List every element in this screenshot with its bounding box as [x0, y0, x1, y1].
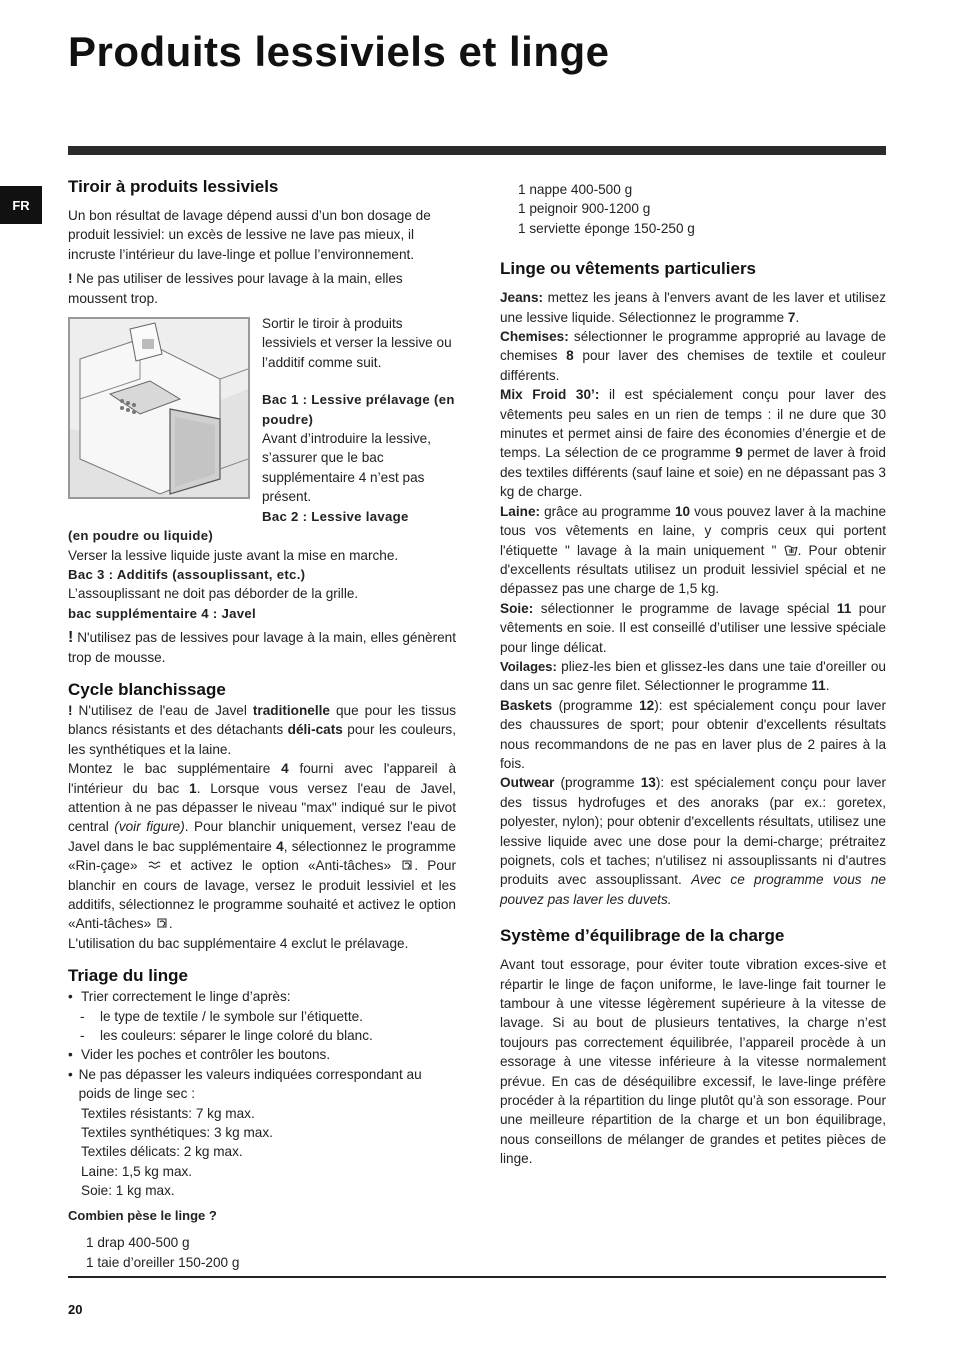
outwear-para: Outwear (programme 13): est spécialement conçu pour laver des tissus hydrofuges et des anoraks (par ex.: goretex, polyester, nylon); pour obtenir d'excellents résultats, utilisez une lessive liquide avec une dose pour la demi-charge; prétraitez poignets, cols et taches; n'utilisez ni assouplissants ni d'autres produits avec assouplissant. Avec ce programme vous ne pouvez pas laver les duvets.	[500, 775, 886, 907]
laine-para: Laine: grâce au programme 10 vous pouvez laver à la machine tous vos vêtements en laine, y compris ceux qui portent l'étiquette " lavage à la main uniquement " . Pour obtenir d'excellents résultats utilisez un produit lessiviel spécial et ne dépassez pas une charge de 1,5 kg.	[500, 503, 887, 597]
item-weight: 1 drap 400-500 g	[86, 1235, 190, 1251]
voilages-para: Voilages: pliez-les bien et glissez-les dans une taie d'oreiller ou dans un sac genre filet. Sélectionner le programme 11.	[500, 658, 886, 694]
list-item: • Trier correctement le linge d’après:	[68, 989, 291, 1005]
bac3-label: Bac 3 : Additifs (assouplissant, etc.)	[68, 566, 306, 582]
bac4-label: bac supplémentaire 4 : Javel	[68, 605, 256, 621]
bac1-label: Bac 1 : Lessive prélavage (en poudre)	[262, 392, 455, 427]
tiroir-warning-1: ! Ne pas utiliser de lessives pour lavage à la main, elles moussent trop.	[68, 271, 403, 306]
item-weights-right	[500, 180, 886, 238]
blanchissage-p1: ! N'utilisez de l'eau de Javel traditionelle que pour les tissus blancs résistants et des détachants déli-cats pour les couleurs, les synthétiques et la laine.	[68, 702, 457, 757]
list-item: • Vider les poches et contrôler les boutons.	[68, 1047, 331, 1063]
particuliers-heading: Linge ou vêtements particuliers	[500, 259, 757, 279]
mix-froid-para: Mix Froid 30’: il est spécialement conçu pour laver des vêtements peu sales en un rien de temps : il ne dure que 30 minutes et permet ainsi de faire des économies d’énergie et de temps. La sélection de ce programme 9 permet de laver à froid des textiles différents (sauf laine et soie) en ne dépassant pas 3 kg de charge.	[500, 387, 886, 500]
equilibrage-text: Avant tout essorage, pour éviter toute vibration exces-sive et répartir le linge de façon uniforme, le lave-linge fait tourner le tambour à une vitesse légèrement supérieure à la vitesse de lavage. Si au bout de plusieurs tentatives, la charge n’est toujours pas correctement équilibrée, l’appareil procède à un essorage à une vitesse inférieure à la vitesse normalement prévue. En cas de déséquilibre excessif, le lave-linge préfère procéder à la répartition du linge plutôt qu’à son essorage. Pour une meilleure répartition de la charge et un bon équilibrage, nous conseillons de mélanger de grandes et petites pièces de linge.	[500, 957, 886, 1167]
weight-limit: Laine: 1,5 kg max.	[81, 1163, 193, 1179]
blanchissage-p3: L'utilisation du bac supplémentaire 4 exclut le prélavage.	[68, 935, 409, 951]
blanchissage-heading: Cycle blanchissage	[68, 679, 226, 699]
weight-limit: Textiles synthétiques: 3 kg max.	[81, 1125, 273, 1141]
anti-stain-icon	[400, 858, 414, 872]
drawer-intro: Sortir le tiroir à produits lessiviels et verser la lessive ou l’additif comme suit.	[262, 316, 452, 370]
right-column	[500, 180, 886, 1169]
bac3-text: L’assouplissant ne doit pas déborder de la grille.	[68, 586, 359, 602]
left-column	[68, 176, 456, 1272]
item-weights-left	[68, 1233, 456, 1272]
weight-limit: Soie: 1 kg max.	[81, 1183, 175, 1199]
list-item: - le type de textile / le symbole sur l’étiquette.	[80, 1008, 363, 1024]
bac2-label: Bac 2 : Lessive lavage	[262, 508, 409, 524]
warning-mark: !	[68, 271, 73, 287]
equilibrage-heading: Système d’équilibrage de la charge	[500, 926, 785, 946]
page-title: Produits lessiviels et linge	[68, 28, 610, 75]
item-weight: 1 nappe 400-500 g	[518, 182, 633, 197]
tiroir-intro: Un bon résultat de lavage dépend aussi d’un bon dosage de produit lessiviel: un excès de lessive ne lave pas mieux, il incruste l’intérieur du lave-linge et pollue l’environnement.	[68, 208, 431, 262]
tiroir-warning-2: ! N'utilisez pas de lessives pour lavage à la main, elles génèrent trop de mousse.	[68, 629, 456, 665]
bac2-text: Verser la lessive liquide juste avant la mise en marche.	[68, 547, 399, 563]
page-number: 20	[68, 1302, 83, 1317]
header-rule	[68, 146, 886, 155]
drawer-instructions	[262, 314, 456, 526]
tiroir-heading: Tiroir à produits lessiviels	[68, 177, 279, 196]
bac1-text: Avant d’introduire la lessive, s’assurer que le bac supplémentaire 4 n’est pas présent.	[262, 431, 432, 505]
drawer-figure-block	[68, 314, 456, 526]
particuliers-body	[500, 288, 886, 909]
bac2-label-cont: (en poudre ou liquide)	[68, 528, 214, 544]
weight-limits	[68, 1104, 456, 1201]
item-weight: 1 peignoir 900-1200 g	[518, 201, 651, 217]
anti-stain-icon-2	[155, 916, 169, 930]
weight-limit: Textiles délicats: 2 kg max.	[81, 1144, 243, 1160]
language-tab: FR	[0, 186, 42, 224]
combien-heading: Combien pèse le linge ?	[68, 1207, 217, 1223]
item-weight: 1 taie d’oreiller 150-200 g	[86, 1254, 240, 1270]
rinse-icon	[147, 858, 161, 872]
warning-mark: !	[68, 629, 74, 647]
triage-heading: Triage du linge	[68, 966, 188, 986]
hand-wash-icon	[784, 543, 798, 557]
detergent-drawer-illustration	[68, 317, 250, 499]
footer-rule	[68, 1276, 886, 1278]
drawer-drawing	[70, 319, 248, 497]
baskets-para: Baskets (programme 12): est spécialement conçu pour laver des chaussures de sport; pour obtenir d'excellents résultats nous recommandons de ne pas en laver plus de 2 paires à la fois.	[500, 697, 886, 771]
item-weight: 1 serviette éponge 150-250 g	[518, 220, 695, 236]
jeans-para: Jeans: mettez les jeans à l'envers avant de les laver et utilisez une lessive liquide. Sélectionnez le programme 7.	[500, 290, 886, 325]
list-item: • Ne pas dépasser les valeurs indiquées correspondant au poids de linge sec :	[68, 1066, 422, 1102]
weight-limit: Textiles résistants: 7 kg max.	[81, 1105, 255, 1121]
list-item: - les couleurs: séparer le linge coloré du blanc.	[80, 1028, 373, 1044]
chemises-para: Chemises: sélectionner le programme approprié au lavage de chemises 8 pour laver des chemises de textile et couleur différents.	[500, 329, 886, 383]
blanchissage-p2: Montez le bac supplémentaire 4 fourni avec l'appareil à l'intérieur du bac 1. Lorsque vous versez l'eau de Javel, attention à ne pas dépasser le niveau "max" indiqué sur le pivot central (voir figure). Pour blanchir uniquement, versez l'eau de Javel dans le bac supplémentaire 4, sélectionnez le programme «Rin-çage» et activez le option «Anti-tâches» . Pour blanchir en cours de lavage, versez le produit lessiviel et les additifs, sélectionnez le programme souhaité et activez le option «Anti-tâches» .	[68, 761, 457, 932]
soie-para: Soie: sélectionner le programme de lavage spécial 11 pour vêtements en soie. Il est conseillé d’utiliser une lessive spéciale pour linge délicat.	[500, 600, 887, 655]
